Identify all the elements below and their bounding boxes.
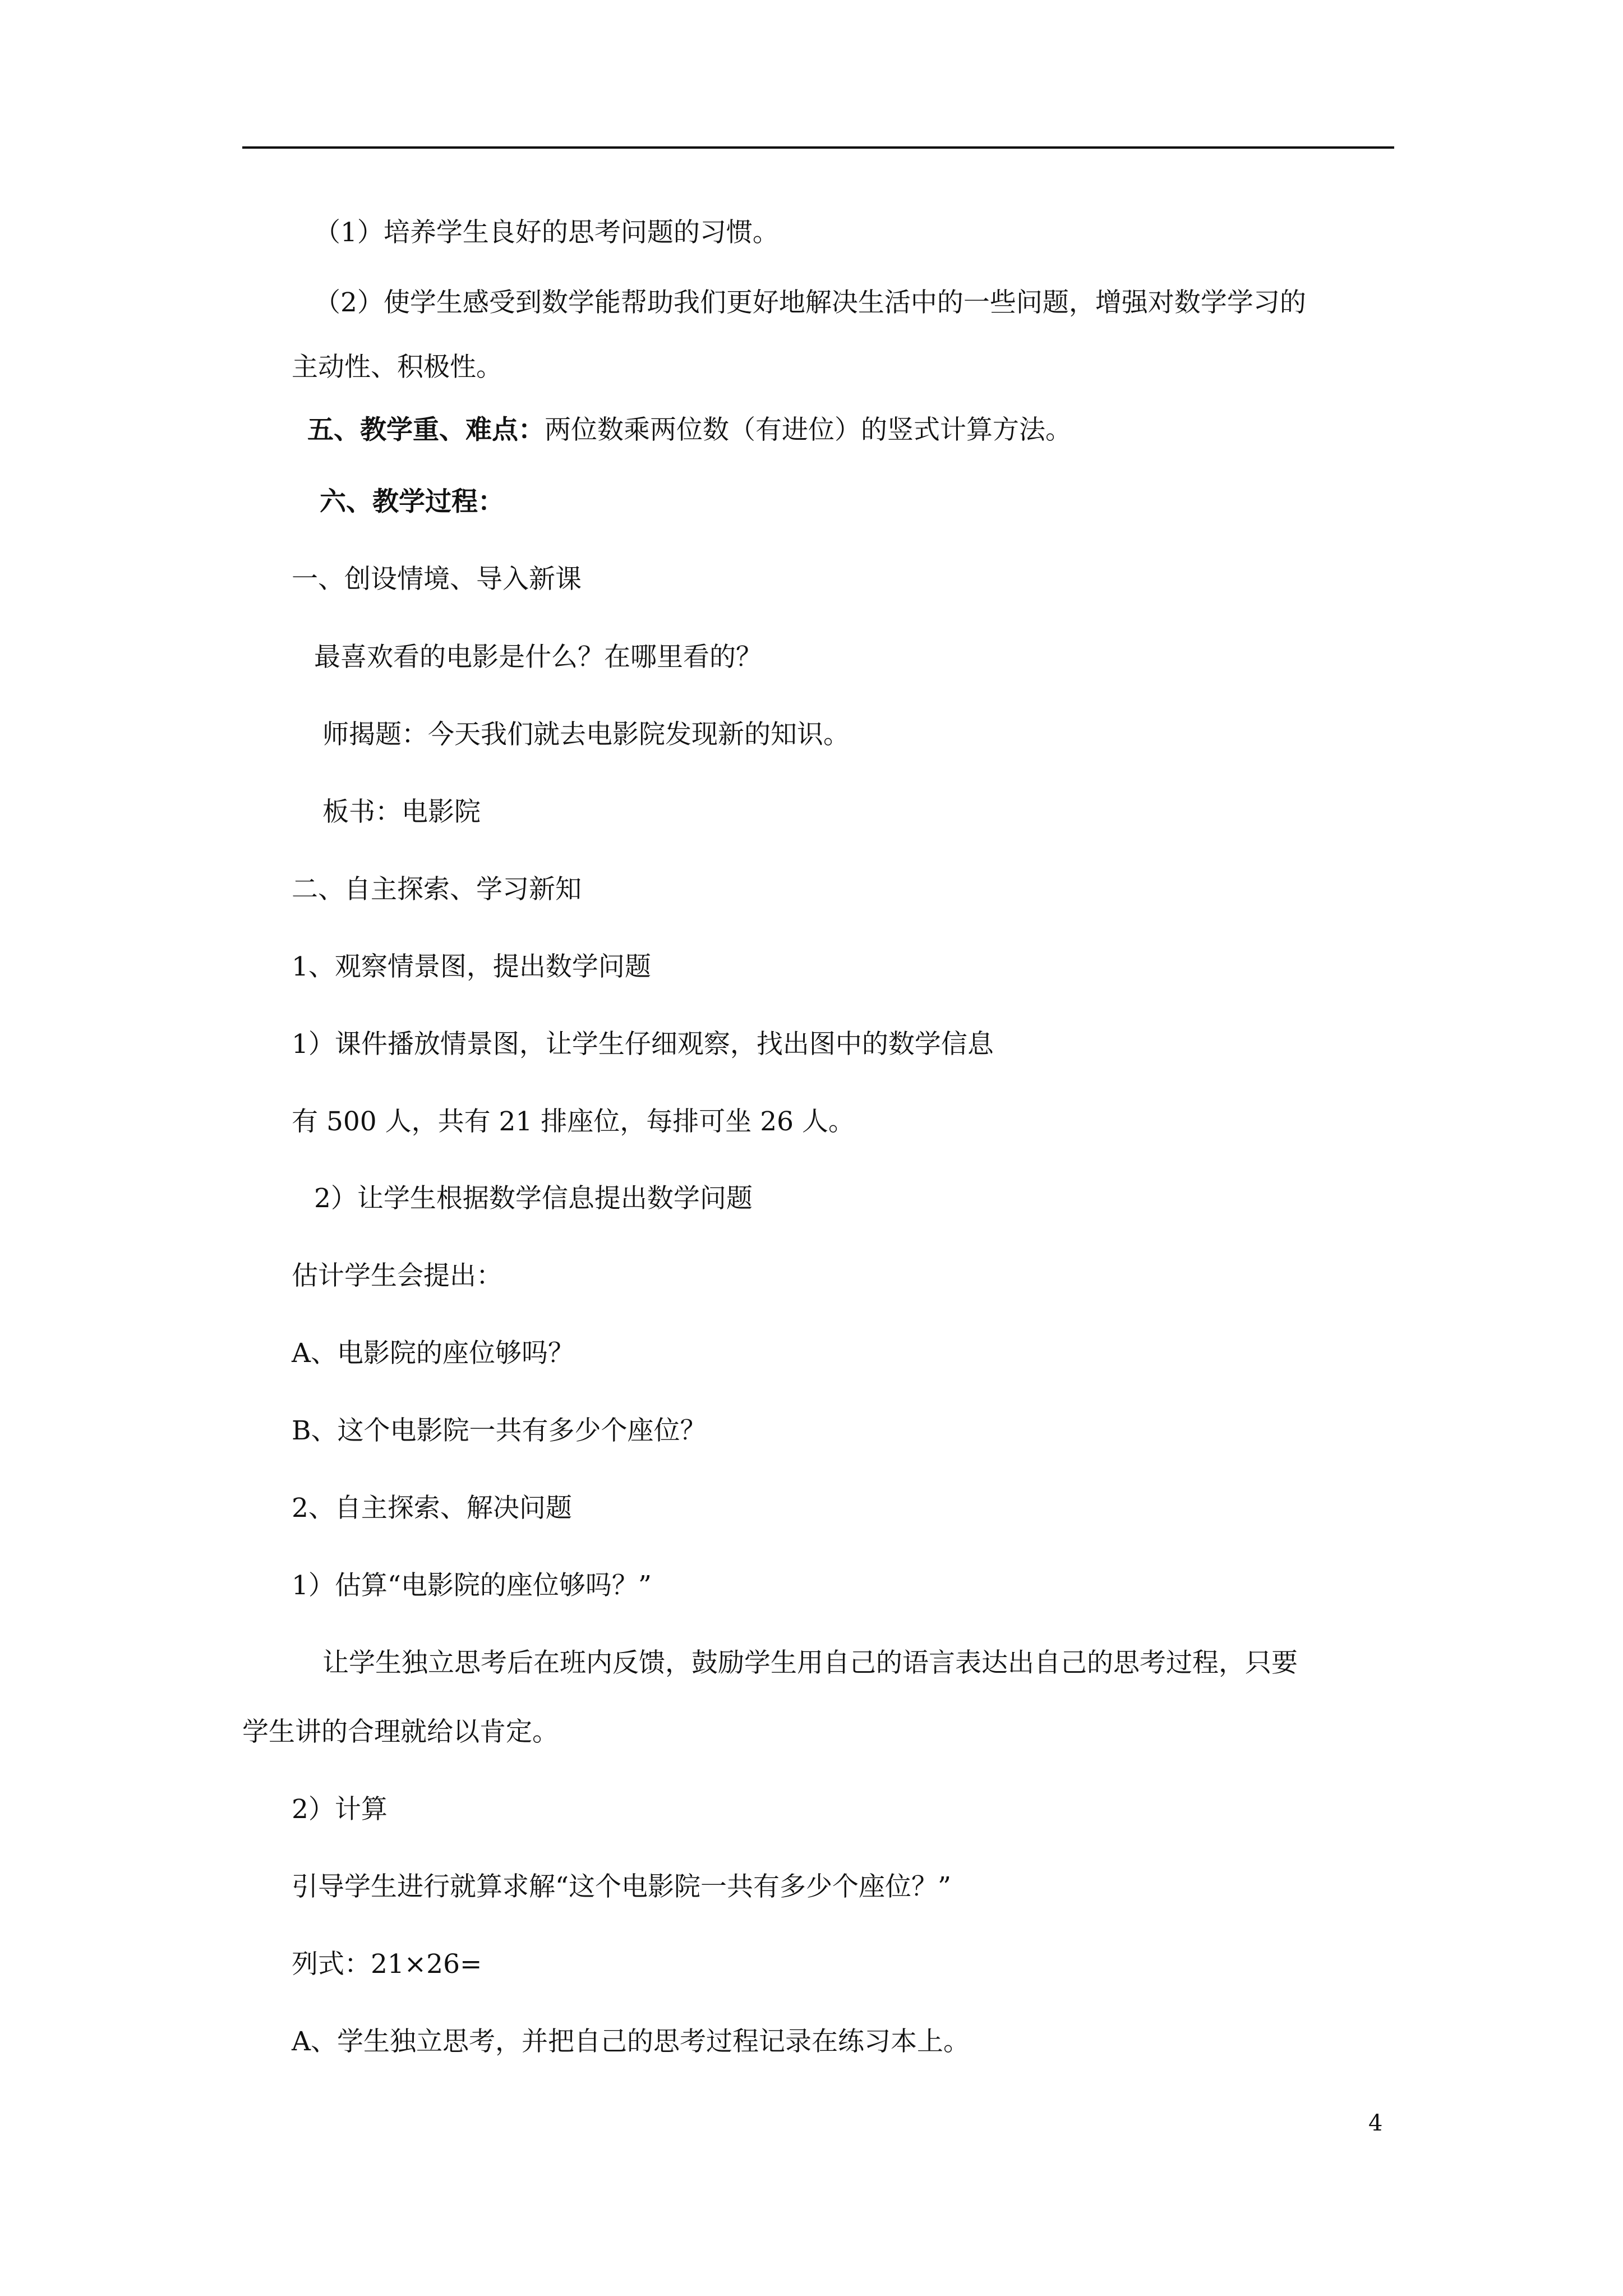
header-rule	[242, 146, 1394, 149]
text-line: 1）估算“电影院的座位够吗？”	[292, 1570, 652, 1601]
text-line: B、这个电影院一共有多少个座位？	[292, 1415, 707, 1446]
text-line: 师揭题：今天我们就去电影院发现新的知识。	[322, 719, 850, 750]
text-line: 一、创设情境、导入新课	[292, 564, 582, 595]
text-line: 让学生独立思考后在班内反馈，鼓励学生用自己的语言表达出自己的思考过程，只要	[322, 1648, 1298, 1678]
text-line: 二、自主探索、学习新知	[292, 874, 582, 905]
text-line: 估计学生会提出：	[292, 1260, 502, 1291]
text-line: 学生讲的合理就给以肯定。	[242, 1717, 559, 1747]
text-line: 1）课件播放情景图，让学生仔细观察，找出图中的数学信息	[292, 1029, 994, 1060]
section-heading-6: 六、教学过程：	[320, 486, 504, 517]
text-line: 引导学生进行就算求解“这个电影院一共有多少个座位？”	[292, 1871, 952, 1902]
text-line: 2）计算	[292, 1794, 388, 1825]
text-line: 最喜欢看的电影是什么？在哪里看的？	[314, 642, 762, 673]
page-number: 4	[1368, 2110, 1383, 2136]
section-heading-5	[307, 413, 1072, 447]
text-line: A、学生独立思考，并把自己的思考过程记录在练习本上。	[292, 2026, 970, 2057]
text-line: 板书：电影院	[322, 797, 481, 827]
text-line: 列式：21×26=	[292, 1949, 482, 1980]
text-line: 2）让学生根据数学信息提出数学问题	[314, 1183, 753, 1214]
heading-label: 五、教学重、难点：	[307, 415, 545, 445]
text-line: 主动性、积极性。	[292, 352, 502, 383]
heading-text: 两位数乘两位数（有进位）的竖式计算方法。	[545, 415, 1072, 445]
text-line: 2、自主探索、解决问题	[292, 1493, 572, 1524]
text-line: 有 500 人，共有 21 排座位，每排可坐 26 人。	[292, 1106, 855, 1137]
text-line: 1、观察情景图，提出数学问题	[292, 951, 651, 982]
text-line: A、电影院的座位够吗？	[292, 1338, 574, 1369]
text-line: （1）培养学生良好的思考问题的习惯。	[314, 217, 779, 248]
text-line: （2）使学生感受到数学能帮助我们更好地解决生活中的一些问题，增强对数学学习的	[314, 287, 1306, 318]
